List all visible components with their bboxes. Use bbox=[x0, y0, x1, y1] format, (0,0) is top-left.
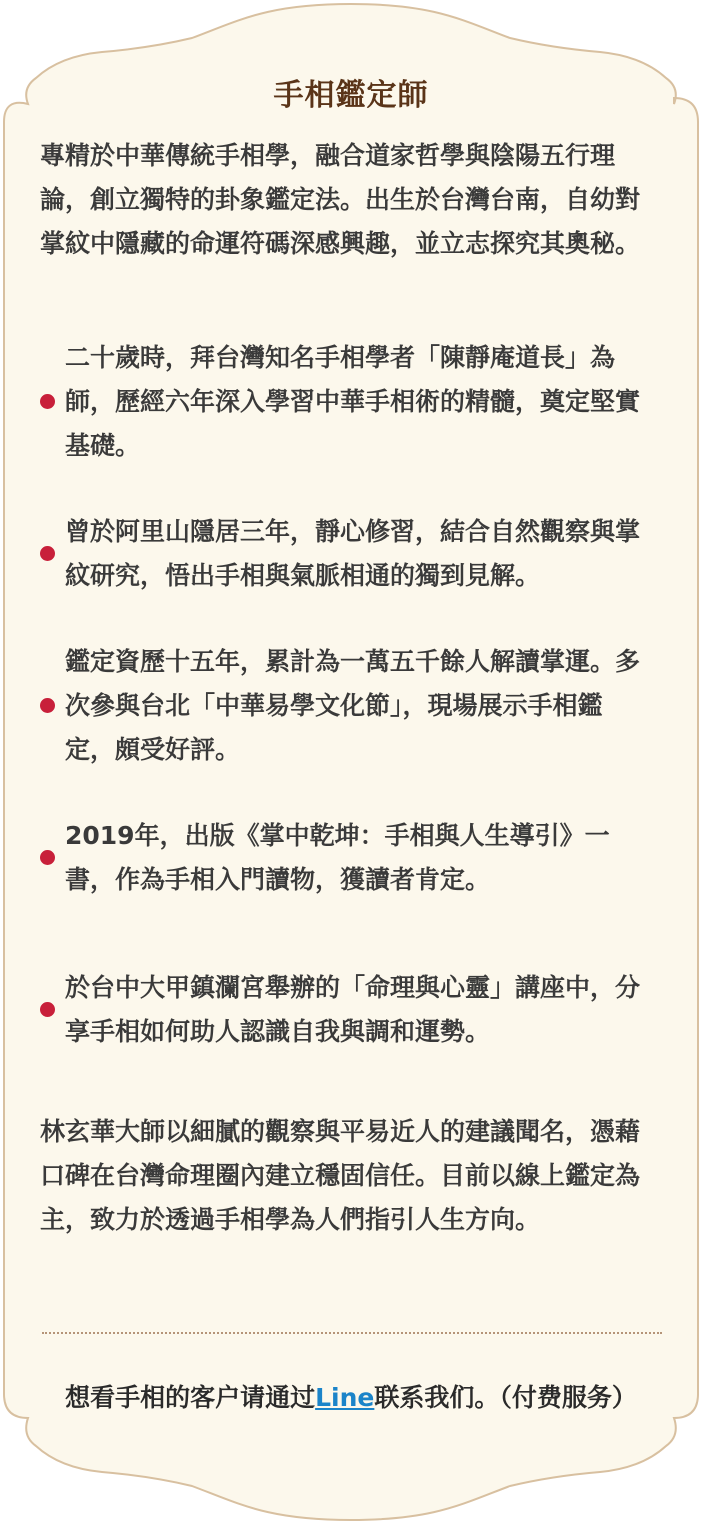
page-title: 手相鑑定師 bbox=[273, 78, 429, 113]
bullet-dot-icon bbox=[40, 850, 55, 865]
contact-note-prefix: 想看手相的客户请通过 bbox=[65, 1383, 316, 1412]
list-item bbox=[40, 792, 650, 924]
line-link[interactable]: Line bbox=[315, 1383, 375, 1412]
list-item-text: 二十歲時，拜台灣知名手相學者「陳靜庵道長」為師，歷經六年深入學習中華手相術的精髓，奠定堅實基礎。 bbox=[65, 343, 641, 460]
experience-list bbox=[40, 336, 650, 1096]
bullet-dot-icon bbox=[40, 546, 55, 561]
bullet-dot-icon bbox=[40, 698, 55, 713]
list-item bbox=[40, 640, 650, 772]
list-item-text: 鑑定資歷十五年，累計為一萬五千餘人解讀掌運。多次參與台北「中華易學文化節」，現場展示手相鑑定，頗受好評。 bbox=[65, 647, 641, 764]
intro-paragraph: 專精於中華傳統手相學，融合道家哲學與陰陽五行理論，創立獨特的卦象鑑定法。出生於台灣台南，自幼對掌紋中隱藏的命運符碼深感興趣，並立志探究其奧秘。 bbox=[40, 141, 641, 258]
list-item-text: 曾於阿里山隱居三年，靜心修習，結合自然觀察與掌紋研究，悟出手相與氣脈相通的獨到見解。 bbox=[65, 517, 641, 590]
bullet-dot-icon bbox=[40, 394, 55, 409]
outro-paragraph: 林玄華大師以細膩的觀察與平易近人的建議聞名，憑藉口碑在台灣命理圈內建立穩固信任。目前以線上鑑定為主，致力於透過手相學為人們指引人生方向。 bbox=[40, 1117, 641, 1234]
contact-note bbox=[40, 1376, 662, 1420]
list-item-text: 於台中大甲鎮瀾宮舉辦的「命理與心靈」講座中，分享手相如何助人認識自我與調和運勢。 bbox=[65, 973, 641, 1046]
bullet-dot-icon bbox=[40, 1002, 55, 1017]
list-item bbox=[40, 488, 650, 620]
contact-note-suffix: 联系我们。（付费服务） bbox=[374, 1383, 637, 1412]
list-item bbox=[40, 944, 650, 1076]
list-item-text: 2019年，出版《掌中乾坤：手相與人生導引》一書，作為手相入門讀物，獲讀者肯定。 bbox=[65, 821, 610, 894]
dotted-divider bbox=[42, 1332, 662, 1334]
list-item bbox=[40, 336, 650, 468]
